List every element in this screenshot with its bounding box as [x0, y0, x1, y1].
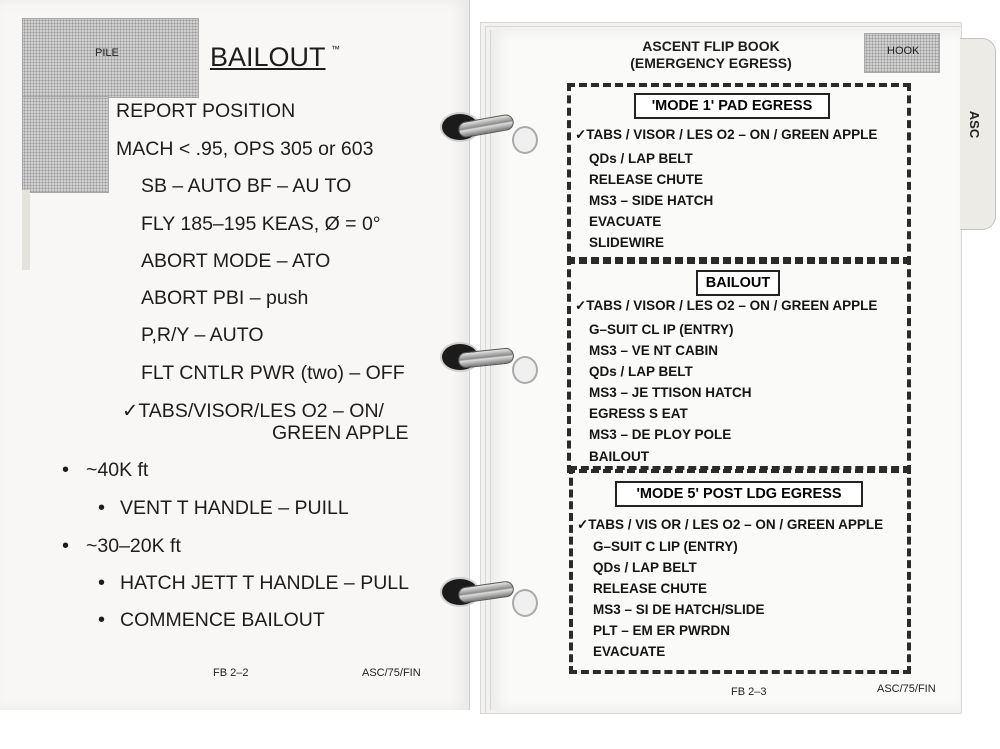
checklist-line: ABORT MODE – ATO: [141, 250, 331, 272]
egress-step: SLIDEWIRE: [589, 235, 665, 250]
bullet-item: ~40K ft: [86, 459, 149, 481]
checklist-line: ABORT PBI – push: [141, 287, 309, 309]
egress-step: QDs / LAP BELT: [593, 560, 697, 575]
left-page: [0, 0, 470, 710]
page-number: FB 2–3: [731, 686, 767, 698]
doc-code: ASC/75/FIN: [877, 683, 936, 695]
right-page: [490, 30, 960, 710]
flip-book-subtitle: (EMERGENCY EGRESS): [630, 55, 792, 71]
checklist-line: ✓TABS/VISOR/LES O2 – ON/: [122, 400, 384, 422]
bullet-icon: •: [98, 572, 106, 594]
checklist-line: SB – AUTO BF – AU TO: [141, 175, 352, 197]
index-tab-label: ASC: [967, 110, 983, 139]
checklist-line: P,R/Y – AUTO: [141, 324, 264, 346]
egress-step: MS3 – DE PLOY POLE: [589, 427, 732, 442]
checklist-line: MACH < .95, OPS 305 or 603: [116, 138, 374, 160]
bullet-icon: •: [62, 459, 70, 481]
hook-tab-label: HOOK: [887, 45, 920, 57]
binder-hole: [512, 126, 538, 154]
egress-step: EVACUATE: [593, 644, 666, 659]
section-header: 'MODE 1' PAD EGRESS: [634, 93, 830, 119]
doc-code: ASC/75/FIN: [362, 667, 421, 679]
egress-step: QDs / LAP BELT: [589, 364, 693, 379]
bullet-icon: •: [62, 535, 70, 557]
egress-step: QDs / LAP BELT: [589, 151, 693, 166]
section-header: BAILOUT: [696, 270, 780, 296]
egress-step: MS3 – JE TTISON HATCH: [589, 385, 752, 400]
bullet-item: ~30–20K ft: [86, 535, 181, 557]
binder-hole: [512, 589, 538, 617]
hook-tab: [864, 33, 940, 73]
trademark: ™: [331, 44, 340, 54]
egress-step: RELEASE CHUTE: [593, 581, 708, 596]
bullet-icon: •: [98, 609, 106, 631]
flip-book-title: ASCENT FLIP BOOK: [642, 38, 780, 54]
checklist-line: REPORT POSITION: [116, 100, 296, 122]
egress-step: MS3 – VE NT CABIN: [589, 343, 719, 358]
binder-hole: [512, 356, 538, 384]
egress-step: BAILOUT: [589, 449, 649, 464]
bullet-item: HATCH JETT T HANDLE – PULL: [120, 572, 409, 594]
pile-tab-label: PILE: [95, 47, 119, 59]
section-header: 'MODE 5' POST LDG EGRESS: [615, 481, 863, 507]
egress-step: G–SUIT CL IP (ENTRY): [589, 322, 734, 337]
egress-step: RELEASE CHUTE: [589, 172, 704, 187]
page-title: BAILOUT: [210, 42, 326, 72]
page-stain: [22, 190, 30, 270]
checklist-line: FLY 185–195 KEAS, Ø = 0°: [141, 213, 381, 235]
checklist-line: FLT CNTLR PWR (two) – OFF: [141, 362, 405, 384]
egress-step: ✓TABS / VISOR / LES O2 – ON / GREEN APPLE: [575, 127, 878, 142]
bullet-icon: •: [98, 497, 106, 519]
egress-step: EVACUATE: [589, 214, 662, 229]
egress-step: ✓TABS / VISOR / LES O2 – ON / GREEN APPLE: [575, 298, 878, 313]
egress-step: PLT – EM ER PWRDN: [593, 623, 731, 638]
egress-step: MS3 – SIDE HATCH: [589, 193, 714, 208]
checklist-line: GREEN APPLE: [272, 422, 409, 444]
bullet-item: VENT T HANDLE – PUILL: [120, 497, 349, 519]
pile-tab-lower: [22, 96, 109, 193]
page-number: FB 2–2: [213, 667, 249, 679]
egress-step: MS3 – SI DE HATCH/SLIDE: [593, 602, 765, 617]
egress-step: ✓TABS / VIS OR / LES O2 – ON / GREEN APPLE: [577, 517, 884, 532]
bullet-item: COMMENCE BAILOUT: [120, 609, 325, 631]
egress-step: G–SUIT C LIP (ENTRY): [593, 539, 738, 554]
egress-step: EGRESS S EAT: [589, 406, 688, 421]
pile-tab: [22, 18, 199, 98]
